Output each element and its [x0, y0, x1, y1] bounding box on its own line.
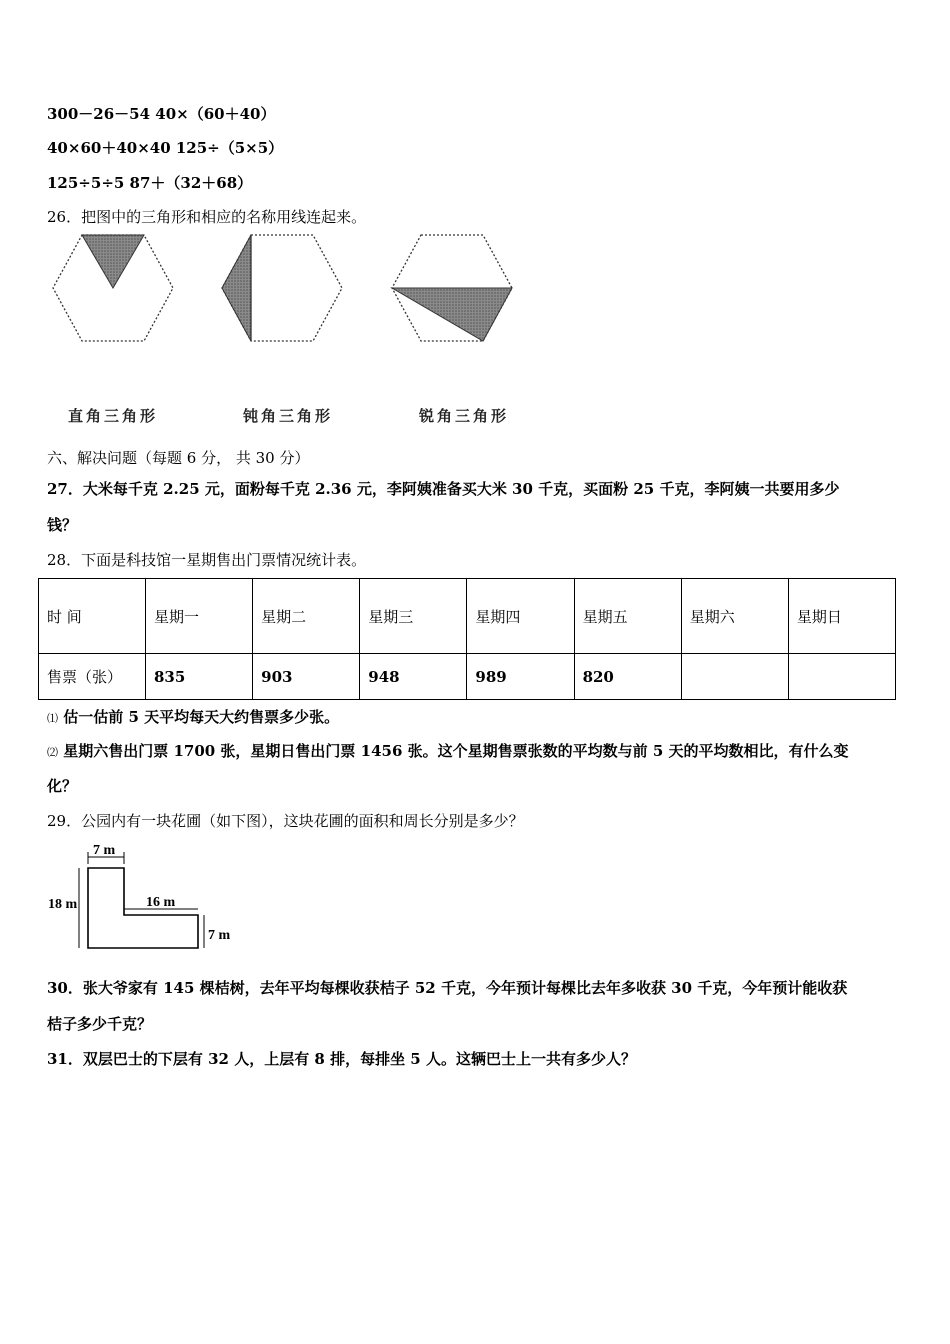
calc-row-3: 125÷5÷5 87＋（32＋68） — [47, 174, 253, 192]
value-cell: 989 — [467, 654, 574, 700]
header-cell: 星期六 — [681, 579, 788, 654]
header-cell: 星期五 — [574, 579, 681, 654]
hexagon-figure-2 — [219, 232, 345, 344]
label-acute-triangle: 锐角三角形 — [419, 407, 510, 425]
dim-top-label: 7 m — [93, 843, 116, 858]
value-cell: 903 — [253, 654, 360, 700]
value-cell: 835 — [146, 654, 253, 700]
dim-inner-label: 16 m — [146, 895, 176, 910]
dim-left-label: 18 m — [48, 897, 78, 912]
sub-1-text: 估一估前 5 天平均每天大约售票多少张。 — [63, 708, 340, 726]
question-28: 28．下面是科技馆一星期售出门票情况统计表。 — [47, 551, 367, 569]
question-31: 31．双层巴士的下层有 32 人，上层有 8 排，每排坐 5 人。这辆巴士上一共有多少人？ — [47, 1050, 636, 1068]
calc-row-2: 40×60＋40×40 125÷（5×5） — [47, 139, 284, 157]
question-28-sub-2 — [47, 740, 849, 761]
value-cell: 948 — [360, 654, 467, 700]
value-cell: 售票（张） — [39, 654, 146, 700]
question-30-line-2: 桔子多少千克？ — [47, 1015, 153, 1033]
question-29: 29．公园内有一块花圃（如下图），这块花圃的面积和周长分别是多少？ — [47, 812, 524, 830]
hexagon-figure-1 — [50, 232, 176, 344]
sub-2-text: 星期六售出门票 1700 张，星期日售出门票 1456 张。这个星期售票张数的平均数与前 5 天的平均数相比，有什么变 — [63, 742, 849, 760]
value-cell: 820 — [574, 654, 681, 700]
sub-1-number: ⑴ — [47, 712, 58, 725]
label-obtuse-triangle: 钝角三角形 — [243, 407, 334, 425]
header-cell: 星期三 — [360, 579, 467, 654]
value-cell — [788, 654, 895, 700]
label-right-triangle: 直角三角形 — [68, 407, 159, 425]
value-cell — [681, 654, 788, 700]
ticket-sales-table — [38, 578, 896, 700]
header-cell: 时 间 — [39, 579, 146, 654]
table-header-row — [39, 579, 896, 654]
question-26: 26．把图中的三角形和相应的名称用线连起来。 — [47, 208, 367, 226]
hexagon-figure-3 — [389, 232, 515, 344]
header-cell: 星期日 — [788, 579, 895, 654]
table-value-row — [39, 654, 896, 700]
header-cell: 星期一 — [146, 579, 253, 654]
question-27-line-2: 钱？ — [47, 516, 78, 534]
sub-2-number: ⑵ — [47, 746, 58, 759]
question-30-line-1: 30．张大爷家有 145 棵桔树，去年平均每棵收获桔子 52 千克，今年预计每棵比去年多收获 30 千克，今年预计能收获 — [47, 979, 848, 997]
question-28-sub-2-line-2: 化？ — [47, 777, 78, 795]
section-6-heading: 六、解决问题（每题 6 分， 共 30 分） — [47, 449, 310, 467]
flowerbed-diagram — [48, 840, 238, 955]
header-cell: 星期四 — [467, 579, 574, 654]
question-27-line-1: 27．大米每千克 2.25 元，面粉每千克 2.36 元，李阿姨准备买大米 30 千克，买面粉 25 千克，李阿姨一共要用多少 — [47, 480, 840, 498]
question-28-sub-1 — [47, 706, 339, 727]
calc-row-1: 300－26－54 40×（60＋40） — [47, 105, 276, 123]
header-cell: 星期二 — [253, 579, 360, 654]
dim-right-label: 7 m — [208, 928, 231, 943]
